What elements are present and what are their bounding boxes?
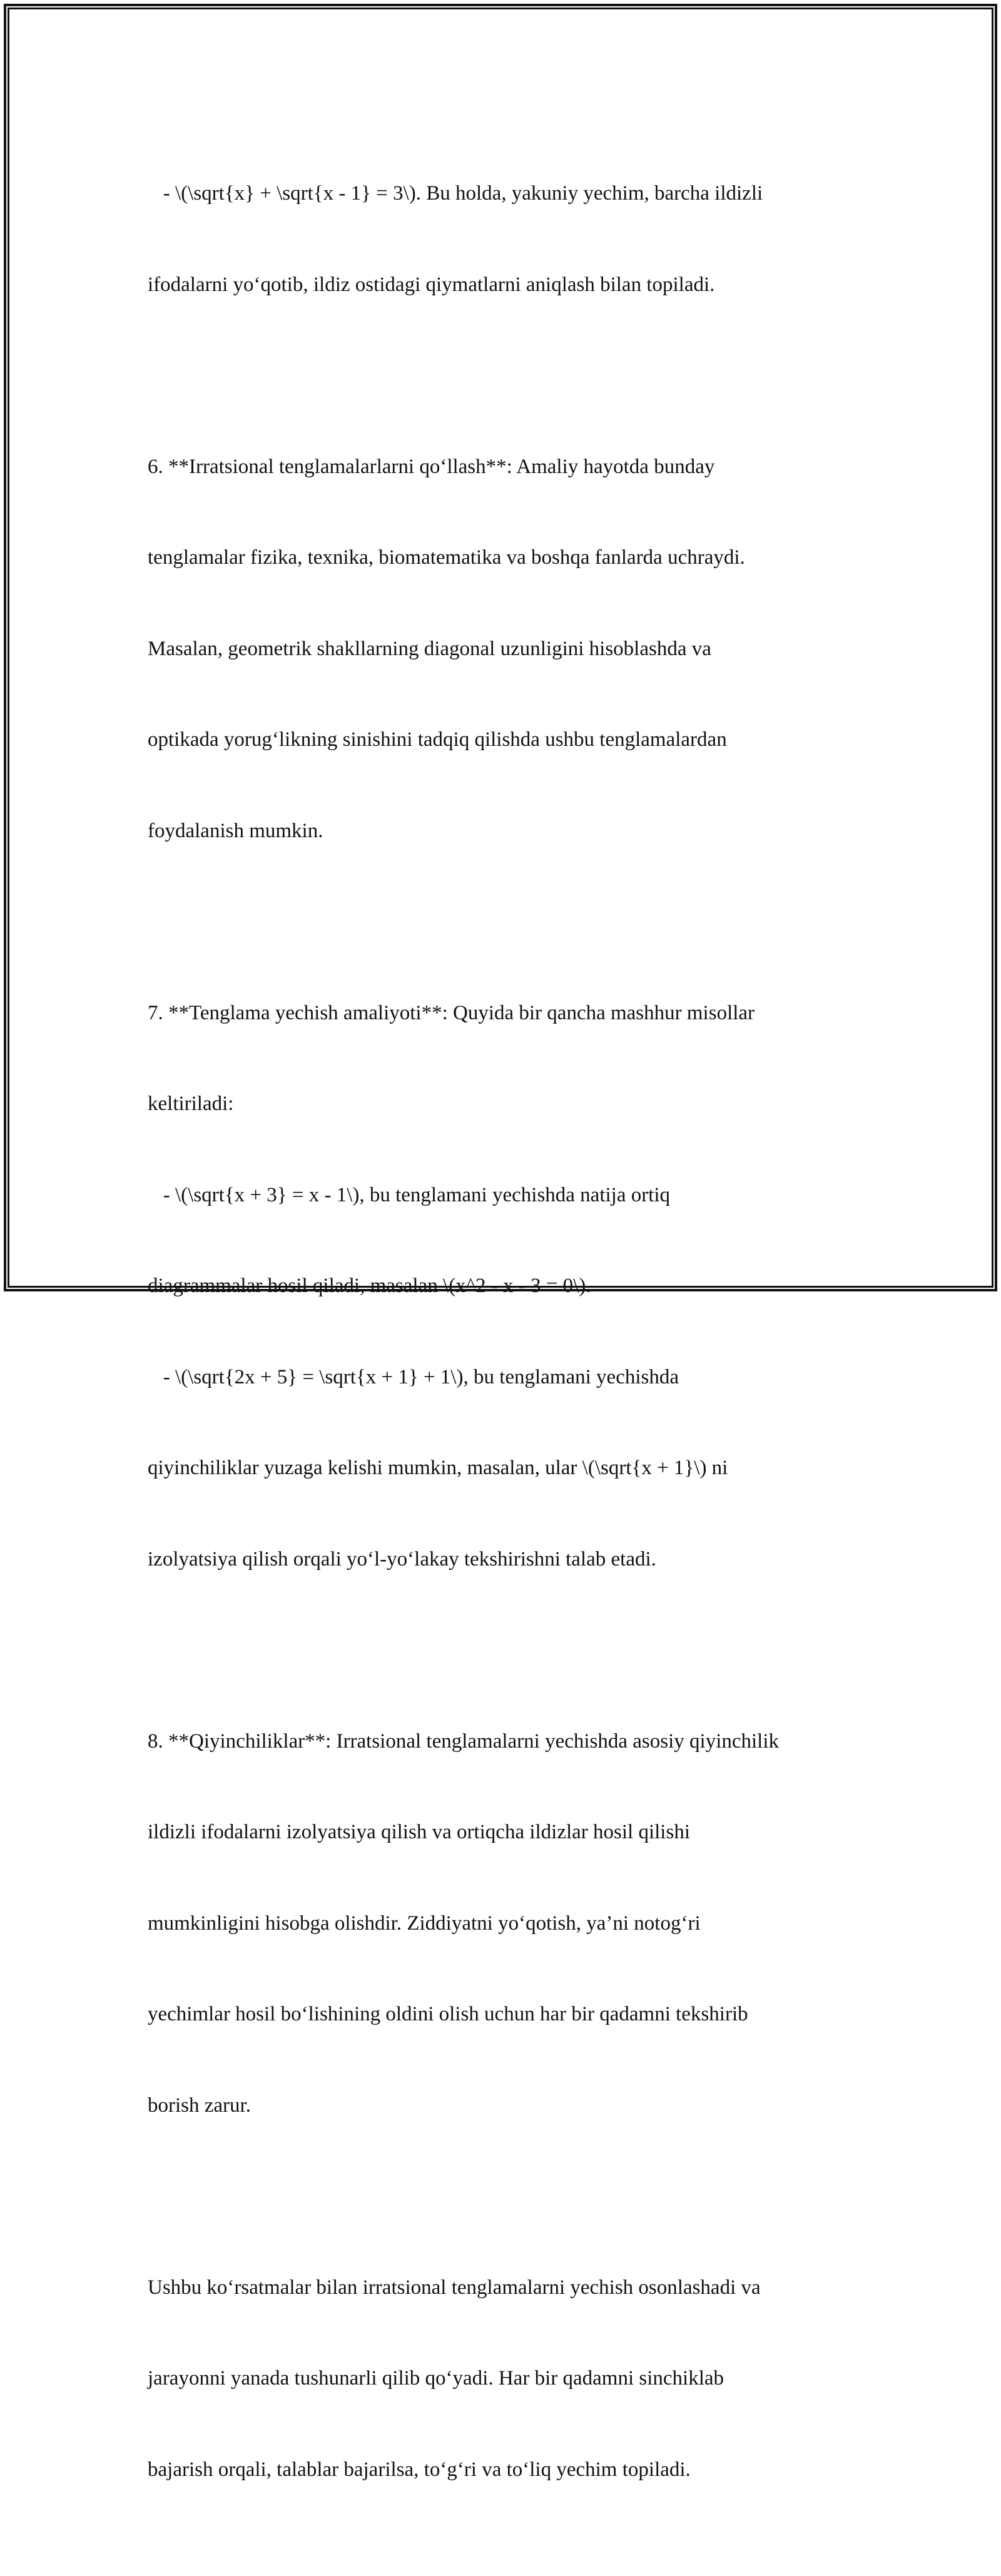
text-line: - \(\sqrt{x + 3} = x - 1\), bu tenglamani yechishda natija ortiq: [148, 1183, 671, 1206]
text-line: mumkinligini hisobga olishdir. Ziddiyatni yo‘qotish, ya’ni notog‘ri: [148, 1912, 701, 1935]
text-line: 7. **Tenglama yechish amaliyoti**: Quyida bir qancha mashhur misollar: [148, 1001, 755, 1024]
text-line: Masalan, geometrik shakllarning diagonal uzunligini hisoblashda va: [148, 637, 711, 660]
text-line: optikada yorug‘likning sinishini tadqiq qilishda ushbu tenglamalardan: [148, 728, 727, 751]
text-line: - \(\sqrt{2x + 5} = \sqrt{x + 1} + 1\), bu tenglamani yechishda: [148, 1365, 679, 1388]
text-line: borish zarur.: [148, 2094, 251, 2117]
text-line: - \(\sqrt{x} + \sqrt{x - 1} = 3\). Bu holda, yakuniy yechim, barcha ildizli: [148, 182, 763, 205]
paragraph-intro-example: [148, 118, 861, 360]
text-line: 8. **Qiyinchiliklar**: Irratsional tenglamalarni yechishda asosiy qiyinchilik: [148, 1729, 780, 1753]
text-line: yechimlar hosil bo‘lishining oldini olish uchun har bir qadamni tekshirib: [148, 2003, 748, 2025]
text-line: keltiriladi:: [148, 1092, 234, 1115]
paragraph-7-practice: [148, 937, 861, 1636]
document-body: [148, 118, 861, 2576]
text-line: ildizli ifodalarni izolyatsiya qilish va ortiqcha ildizlar hosil qilishi: [148, 1821, 690, 1843]
text-line: qiyinchiliklar yuzaga kelishi mumkin, masalan, ular \(\sqrt{x + 1}\) ni: [148, 1457, 728, 1479]
paragraph-6-application: [148, 391, 861, 907]
text-line: bajarish orqali, talablar bajarilsa, to‘g‘ri va to‘liq yechim topiladi.: [148, 2458, 691, 2481]
text-line: jarayonni yanada tushunarli qilib qo‘yadi. Har bir qadamni sinchiklab: [148, 2367, 724, 2390]
text-line: tenglamalar fizika, texnika, biomatematika va boshqa fanlarda uchraydi.: [148, 546, 745, 569]
text-line: izolyatsiya qilish orqali yo‘l-yo‘lakay tekshirishni talab etadi.: [148, 1547, 656, 1571]
text-line: diagrammalar hosil qiladi, masalan \(x^2 - x - 3 = 0\).: [148, 1275, 591, 1297]
text-line: ifodalarni yo‘qotib, ildiz ostidagi qiymatlarni aniqlash bilan topiladi.: [148, 273, 715, 296]
text-line: Ushbu ko‘rsatmalar bilan irratsional tenglamalarni yechish osonlashadi va: [148, 2276, 761, 2299]
paragraph-conclusion: [148, 2212, 861, 2546]
text-line: 6. **Irratsional tenglamalarlarni qo‘llash**: Amaliy hayotda bunday: [148, 455, 715, 478]
text-line: foydalanish mumkin.: [148, 819, 323, 842]
paragraph-8-difficulties: [148, 1666, 861, 2182]
